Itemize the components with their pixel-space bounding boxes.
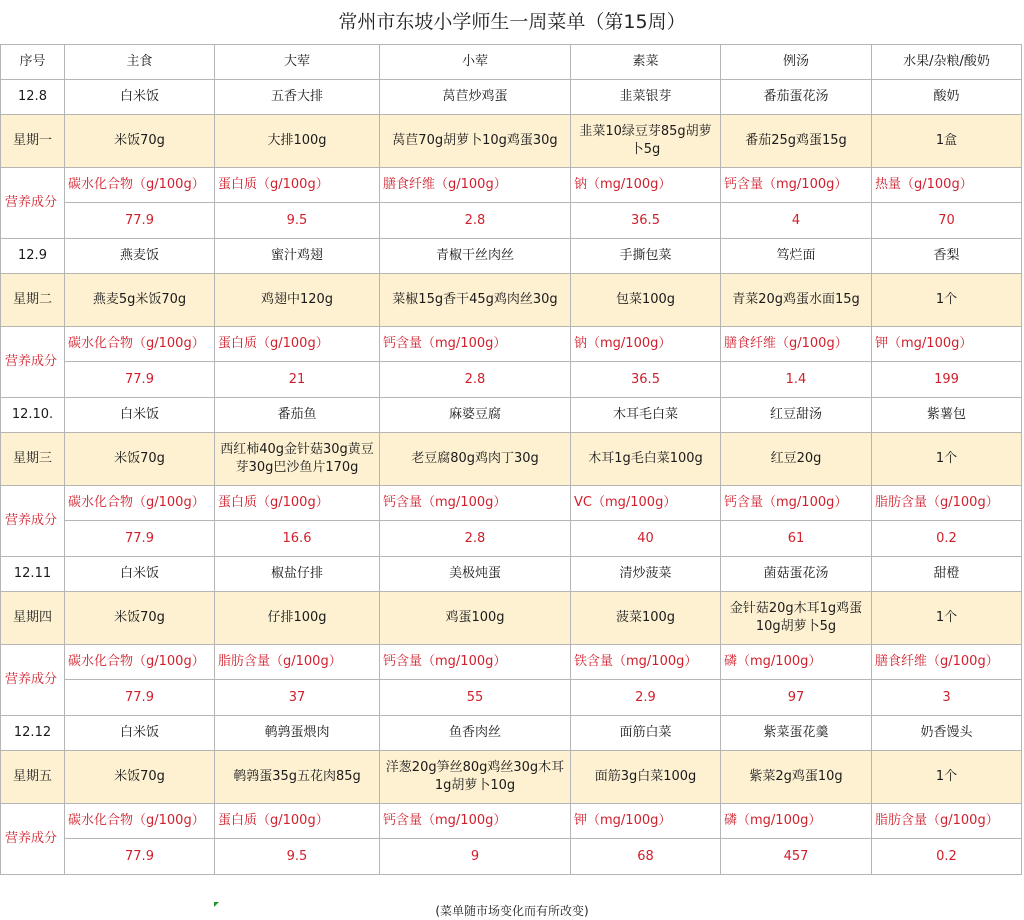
dish-cell: 菌菇蛋花汤 [721,557,872,592]
nutrient-value-cell: 68 [571,839,721,875]
ingredient-cell: 燕麦5g米饭70g [65,274,215,327]
dish-cell: 笃烂面 [721,239,872,274]
dish-row [1,239,1022,274]
nutrient-cell: 碳水化合物（g/100g） [65,327,215,362]
header-cell: 主食 [65,45,215,80]
nutrient-value-cell: 77.9 [65,521,215,557]
nutrient-value-cell: 36.5 [571,203,721,239]
footer-note: (菜单随市场变化而有所改变) [435,904,589,918]
nutrient-cell: 蛋白质（g/100g） [215,168,380,203]
nutrient-value-cell: 1.4 [721,362,872,398]
nutrient-value-cell: 9.5 [215,203,380,239]
dish-cell: 木耳毛白菜 [571,398,721,433]
nutrient-cell: 钙含量（mg/100g） [721,486,872,521]
nutrient-value-row [1,680,1022,716]
nutrient-cell: 钾（mg/100g） [571,804,721,839]
nutrient-cell: 蛋白质（g/100g） [215,804,380,839]
nutrient-row [1,645,1022,680]
nutrition-label: 营养成分 [1,168,65,239]
dish-cell: 紫薯包 [872,398,1022,433]
nutrient-value-row [1,362,1022,398]
nutrient-row [1,168,1022,203]
nutrient-value-cell: 4 [721,203,872,239]
ingredient-cell: 1个 [872,433,1022,486]
weekday-cell: 星期一 [1,115,65,168]
header-cell: 序号 [1,45,65,80]
ingredient-cell: 米饭70g [65,115,215,168]
dish-cell: 莴苣炒鸡蛋 [380,80,571,115]
dish-cell: 面筋白菜 [571,716,721,751]
nutrient-value-row [1,521,1022,557]
nutrient-cell: 脂肪含量（g/100g） [872,486,1022,521]
ingredient-cell: 青菜20g鸡蛋水面15g [721,274,872,327]
nutrient-value-cell: 37 [215,680,380,716]
date-cell: 12.11 [1,557,65,592]
dish-cell: 五香大排 [215,80,380,115]
ingredient-cell: 1个 [872,274,1022,327]
header-cell: 素菜 [571,45,721,80]
nutrient-value-cell: 40 [571,521,721,557]
dish-cell: 燕麦饭 [65,239,215,274]
nutrient-cell: 碳水化合物（g/100g） [65,168,215,203]
ingredient-row [1,433,1022,486]
header-row [1,45,1022,80]
nutrient-value-cell: 61 [721,521,872,557]
header-cell: 水果/杂粮/酸奶 [872,45,1022,80]
dish-cell: 紫菜蛋花羹 [721,716,872,751]
header-cell: 例汤 [721,45,872,80]
nutrient-cell: 钙含量（mg/100g） [721,168,872,203]
weekday-cell: 星期四 [1,592,65,645]
dish-cell: 美极炖蛋 [380,557,571,592]
dish-cell: 椒盐仔排 [215,557,380,592]
ingredient-cell: 番茄25g鸡蛋15g [721,115,872,168]
ingredient-cell: 仔排100g [215,592,380,645]
dish-row [1,398,1022,433]
ingredient-cell: 鸡蛋100g [380,592,571,645]
nutrient-value-row [1,203,1022,239]
ingredient-cell: 洋葱20g笋丝80g鸡丝30g木耳1g胡萝卜10g [380,751,571,804]
dish-row [1,557,1022,592]
nutrition-label: 营养成分 [1,804,65,875]
ingredient-row [1,274,1022,327]
header-cell: 小荤 [380,45,571,80]
nutrient-cell: 碳水化合物（g/100g） [65,804,215,839]
ingredient-row [1,592,1022,645]
nutrient-value-cell: 0.2 [872,839,1022,875]
weekly-menu-table [0,44,1022,875]
nutrient-row [1,327,1022,362]
nutrition-label: 营养成分 [1,645,65,716]
nutrient-cell: 脂肪含量（g/100g） [872,804,1022,839]
nutrient-value-cell: 457 [721,839,872,875]
weekday-cell: 星期三 [1,433,65,486]
nutrient-cell: 脂肪含量（g/100g） [215,645,380,680]
nutrient-value-cell: 2.8 [380,203,571,239]
dish-cell: 奶香馒头 [872,716,1022,751]
nutrient-cell: 碳水化合物（g/100g） [65,486,215,521]
ingredient-cell: 包菜100g [571,274,721,327]
nutrient-value-cell: 2.8 [380,521,571,557]
nutrient-cell: VC（mg/100g） [571,486,721,521]
dish-cell: 白米饭 [65,398,215,433]
ingredient-cell: 1个 [872,751,1022,804]
nutrient-value-cell: 21 [215,362,380,398]
nutrient-value-cell: 77.9 [65,839,215,875]
ingredient-cell: 米饭70g [65,433,215,486]
dish-cell: 红豆甜汤 [721,398,872,433]
dish-cell: 香梨 [872,239,1022,274]
nutrient-cell: 膳食纤维（g/100g） [721,327,872,362]
weekday-cell: 星期二 [1,274,65,327]
dish-cell: 青椒干丝肉丝 [380,239,571,274]
nutrient-value-cell: 2.8 [380,362,571,398]
ingredient-cell: 菜椒15g香干45g鸡肉丝30g [380,274,571,327]
ingredient-cell: 金针菇20g木耳1g鸡蛋10g胡萝卜5g [721,592,872,645]
dish-cell: 甜橙 [872,557,1022,592]
nutrient-value-cell: 77.9 [65,203,215,239]
ingredient-cell: 米饭70g [65,751,215,804]
ingredient-cell: 红豆20g [721,433,872,486]
date-cell: 12.8 [1,80,65,115]
date-cell: 12.12 [1,716,65,751]
dish-cell: 酸奶 [872,80,1022,115]
header-cell: 大荤 [215,45,380,80]
weekday-cell: 星期五 [1,751,65,804]
nutrient-value-cell: 9.5 [215,839,380,875]
nutrient-cell: 磷（mg/100g） [721,645,872,680]
nutrient-value-cell: 3 [872,680,1022,716]
ingredient-cell: 面筋3g白菜100g [571,751,721,804]
nutrient-cell: 钠（mg/100g） [571,168,721,203]
nutrient-cell: 钙含量（mg/100g） [380,645,571,680]
ingredient-cell: 紫菜2g鸡蛋10g [721,751,872,804]
nutrient-value-cell: 97 [721,680,872,716]
nutrient-cell: 钙含量（mg/100g） [380,486,571,521]
dish-cell: 白米饭 [65,716,215,751]
dish-cell: 蜜汁鸡翅 [215,239,380,274]
nutrition-label: 营养成分 [1,486,65,557]
ingredient-cell: 菠菜100g [571,592,721,645]
dish-cell: 鱼香肉丝 [380,716,571,751]
ingredient-cell: 老豆腐80g鸡肉丁30g [380,433,571,486]
nutrient-cell: 钙含量（mg/100g） [380,804,571,839]
nutrient-row [1,486,1022,521]
ingredient-cell: 鹌鹑蛋35g五花肉85g [215,751,380,804]
nutrient-value-cell: 77.9 [65,362,215,398]
ingredient-cell: 米饭70g [65,592,215,645]
nutrient-cell: 膳食纤维（g/100g） [380,168,571,203]
dish-cell: 鹌鹑蛋煨肉 [215,716,380,751]
nutrient-cell: 钠（mg/100g） [571,327,721,362]
dish-cell: 白米饭 [65,80,215,115]
nutrient-value-cell: 36.5 [571,362,721,398]
dish-cell: 番茄蛋花汤 [721,80,872,115]
nutrient-value-cell: 55 [380,680,571,716]
nutrient-cell: 铁含量（mg/100g） [571,645,721,680]
nutrient-cell: 蛋白质（g/100g） [215,327,380,362]
nutrient-value-cell: 9 [380,839,571,875]
date-cell: 12.10. [1,398,65,433]
ingredient-cell: 1个 [872,592,1022,645]
ingredient-cell: 莴苣70g胡萝卜10g鸡蛋30g [380,115,571,168]
nutrition-label: 营养成分 [1,327,65,398]
ingredient-cell: 韭菜10绿豆芽85g胡萝卜5g [571,115,721,168]
date-cell: 12.9 [1,239,65,274]
nutrient-cell: 热量（g/100g） [872,168,1022,203]
nutrient-value-cell: 2.9 [571,680,721,716]
nutrient-row [1,804,1022,839]
dish-cell: 番茄鱼 [215,398,380,433]
ingredient-cell: 西红柿40g金针菇30g黄豆芽30g巴沙鱼片170g [215,433,380,486]
page-title: 常州市东坡小学师生一周菜单（第15周） [338,11,686,33]
nutrient-cell: 钾（mg/100g） [872,327,1022,362]
dish-cell: 白米饭 [65,557,215,592]
nutrient-cell: 钙含量（mg/100g） [380,327,571,362]
ingredient-row [1,751,1022,804]
nutrient-value-cell: 70 [872,203,1022,239]
ingredient-cell: 木耳1g毛白菜100g [571,433,721,486]
nutrient-cell: 蛋白质（g/100g） [215,486,380,521]
dish-cell: 手撕包菜 [571,239,721,274]
nutrient-cell: 碳水化合物（g/100g） [65,645,215,680]
dish-cell: 麻婆豆腐 [380,398,571,433]
nutrient-value-cell: 199 [872,362,1022,398]
ingredient-cell: 1盒 [872,115,1022,168]
nutrient-cell: 磷（mg/100g） [721,804,872,839]
dish-cell: 韭菜银芽 [571,80,721,115]
nutrient-cell: 膳食纤维（g/100g） [872,645,1022,680]
nutrient-value-cell: 16.6 [215,521,380,557]
ingredient-row [1,115,1022,168]
nutrient-value-row [1,839,1022,875]
ingredient-cell: 鸡翅中120g [215,274,380,327]
dish-row [1,716,1022,751]
nutrient-value-cell: 0.2 [872,521,1022,557]
dish-row [1,80,1022,115]
ingredient-cell: 大排100g [215,115,380,168]
dish-cell: 清炒菠菜 [571,557,721,592]
nutrient-value-cell: 77.9 [65,680,215,716]
